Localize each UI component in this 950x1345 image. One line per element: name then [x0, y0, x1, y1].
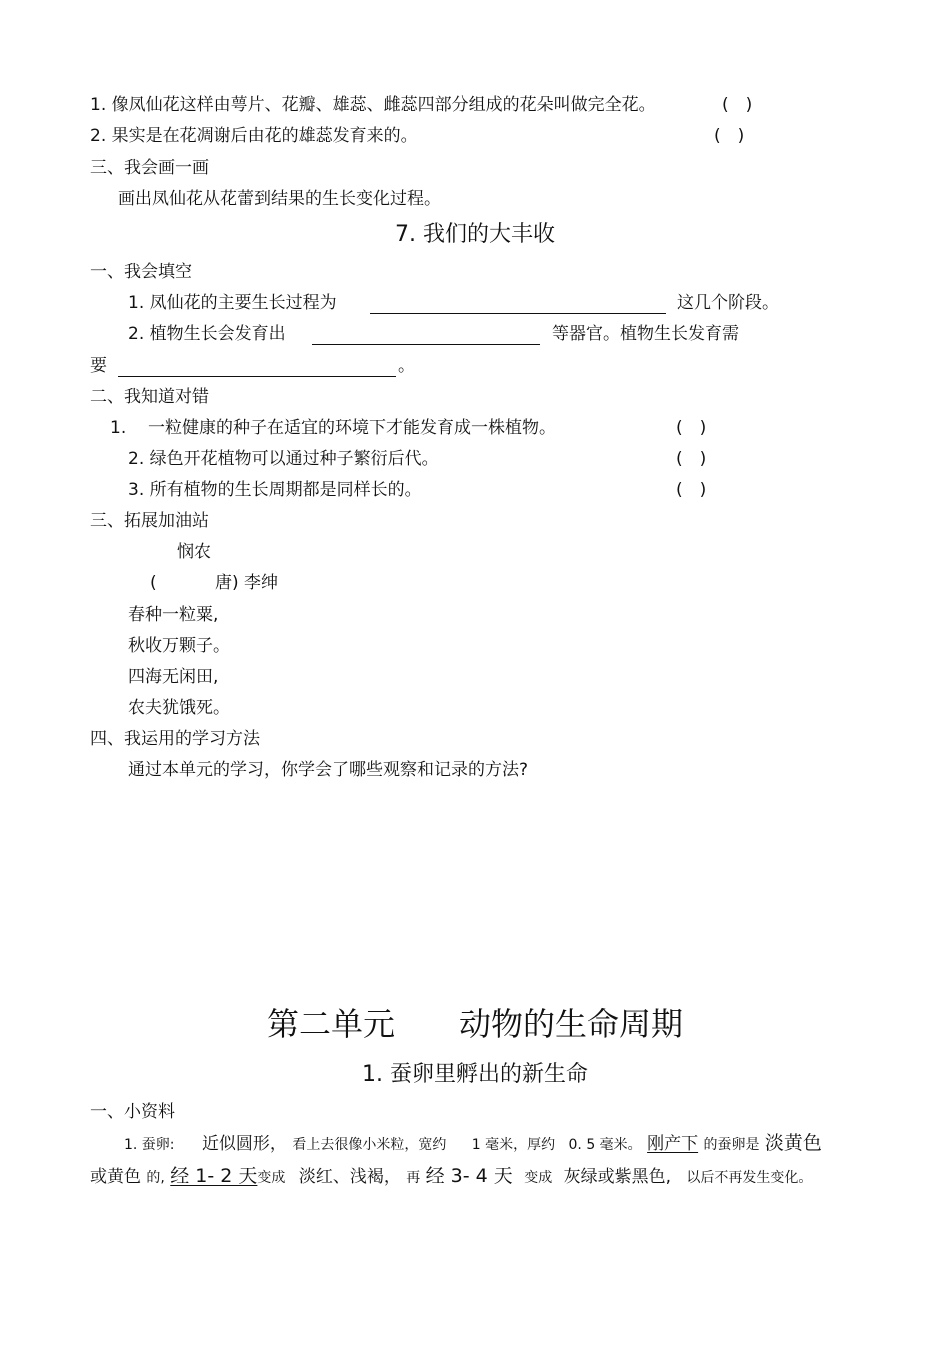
judge-item-1: 1. 像凤仙花这样由萼片、花瓣、雄蕊、雌蕊四部分组成的花朵叫做完全花。 [90, 95, 656, 115]
answer-paren[interactable]: ( ) [676, 480, 707, 500]
info-text: 淡红、浅褐， [298, 1167, 401, 1187]
draw-instruction: 画出凤仙花从花蕾到结果的生长变化过程。 [118, 189, 441, 209]
answer-blank[interactable] [118, 360, 396, 377]
fill-question-2: 2. 植物生长会发育出 [128, 324, 286, 344]
info-highlight: 刚产下 [647, 1134, 699, 1154]
judge-item-2: 2. 果实是在花凋谢后由花的雄蕊发育来的。 [90, 126, 418, 146]
section-heading: 一、我会填空 [90, 262, 192, 282]
poem-line: 农夫犹饿死。 [128, 698, 230, 718]
info-text: 的, [146, 1170, 165, 1186]
poem-line: 四海无闲田, [128, 667, 219, 687]
section-heading: 一、小资料 [90, 1102, 175, 1122]
info-text: 的蚕卵是 [703, 1137, 760, 1153]
lesson-title: 7. 我们的大丰收 [395, 222, 555, 247]
info-text: 以后不再发生变化。 [686, 1170, 813, 1186]
question-text: 这几个阶段。 [677, 293, 779, 313]
info-text: 1 毫米，厚约 [471, 1137, 556, 1153]
info-highlight: 经 1- 2 天 [170, 1165, 258, 1187]
info-text: 变成 [524, 1170, 553, 1186]
judge-item-1: 一粒健康的种子在适宜的环境下才能发育成一株植物。 [148, 418, 556, 438]
judge-item-2: 2. 绿色开花植物可以通过种子繁衍后代。 [128, 449, 439, 469]
answer-blank[interactable] [370, 297, 666, 314]
answer-paren[interactable]: ( ) [676, 449, 707, 469]
question-text: 。 [398, 356, 415, 376]
fill-question-1 [128, 292, 337, 314]
section-heading: 四、我运用的学习方法 [90, 729, 260, 749]
judge-item-3: 3. 所有植物的生长周期都是同样长的。 [128, 480, 422, 500]
info-text: 再 [406, 1170, 421, 1186]
unit-title: 第二单元 动物的生命周期 [266, 1005, 683, 1043]
info-text: 近似圆形， [201, 1134, 287, 1154]
section-heading: 三、我会画一画 [90, 158, 209, 178]
info-paragraph-line-2 [90, 1163, 812, 1191]
poem-author-paren: ( [150, 573, 157, 593]
answer-blank[interactable] [312, 328, 540, 345]
question-text: 1. 凤仙花的主要生长过程为 [128, 293, 337, 313]
section-heading: 二、我知道对错 [90, 387, 209, 407]
poem-title: 悯农 [177, 542, 211, 562]
judge-number: 1. [110, 418, 127, 438]
answer-paren[interactable]: ( ) [722, 95, 753, 115]
lesson-title: 1. 蚕卵里孵出的新生命 [362, 1062, 588, 1087]
info-text: 看上去很像小米粒，宽约 [292, 1137, 447, 1153]
info-text: 0. 5 毫米。 [568, 1137, 642, 1153]
info-paragraph-line-1 [124, 1131, 822, 1157]
method-question: 通过本单元的学习，你学会了哪些观察和记录的方法? [128, 760, 529, 780]
question-text: 等器官。植物生长发育需 [552, 324, 739, 344]
poem-line: 秋收万颗子。 [128, 636, 230, 656]
answer-paren[interactable]: ( ) [714, 126, 745, 146]
poem-line: 春种一粒粟, [128, 605, 219, 625]
question-text: 要 [90, 356, 107, 376]
info-text: 或黄色 [90, 1167, 141, 1187]
info-text: 1. 蚕卵: [124, 1137, 175, 1153]
info-highlight: 经 3- 4 天 [425, 1165, 513, 1187]
info-text: 变成 [257, 1170, 286, 1186]
section-heading: 三、拓展加油站 [90, 511, 209, 531]
answer-paren[interactable]: ( ) [676, 418, 707, 438]
info-text: 灰绿或紫黑色, [563, 1167, 672, 1187]
poem-author: 唐) 李绅 [215, 573, 279, 593]
info-text: 淡黄色 [764, 1132, 822, 1154]
